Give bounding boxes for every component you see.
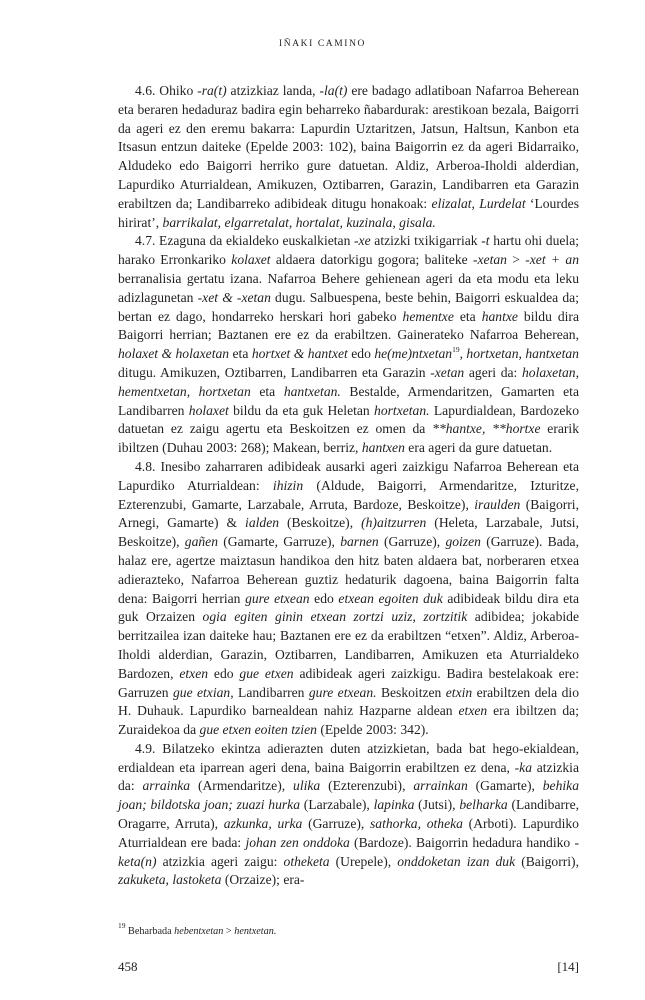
footnote-term-from: hebentxetan — [174, 926, 224, 937]
paragraph-4-6 — [118, 82, 579, 232]
text-run: (Garruze), — [302, 816, 371, 832]
text-run: 4.7. Ezaguna da ekialdeko euskalkietan — [135, 233, 355, 249]
italic-term: hortxetan, hantxetan — [466, 346, 579, 362]
italic-term: -ra(t) — [197, 83, 227, 98]
text-run: ‘Lourdes hirirat’, — [118, 195, 579, 230]
italic-term: -xe — [354, 233, 371, 249]
italic-term: -ka — [514, 759, 533, 775]
italic-term: arrainka — [142, 778, 191, 794]
italic-term: hantxen — [361, 440, 405, 456]
italic-term: -xet + an — [525, 252, 580, 268]
text-run: atzizkiaz landa, — [226, 83, 320, 98]
text-run: (Aldude, Baigorri, Armendaritze, Izturitze, Ezterenzubi, Gamarte, Larzabale, Arruta, Bardoze, Beskoitze), — [118, 477, 579, 512]
text-run: (Heleta, Larzabale, Jutsi, Beskoitze), — [118, 515, 579, 550]
text-run: ere badago adlatiboan Nafarroa Beherean eta beraren hedaduraz badira egin beharreko ñabardurak: arestikoan bezala, Baigorri da ageri ez den eremu bakarra: Lapurdin Uztaritzen, Jatsun, Haltsun, Kanbon eta Itsasun entzun daiteke (Epelde 2003: 102), baina Baigorrin ez da ageri Bidarraiko, Aldudeko edo Baigorri herriko gure datuetan. Aldiz, Arberoa-Iholdi alderdian, Lapurdiko Aturrialdean, Amikuzen, Oztibarren, Garazin, Landibarren eta Garazin erabiltzen da; Landibarreko adibideak ditugu honakoak: — [118, 83, 580, 211]
text-run: adibideak bildu dira eta guk Orzaizen — [118, 590, 579, 625]
text-run: (Garruze). Bada, halaz ere, agertze maiztasun handikoa den hitz baten aldaera bat, norberaren etxea adierazteko, Nafarroa Beherean guztiz hedaturik dagoena, baina Baigorrin falta dena: Baigorri herrian — [118, 534, 579, 606]
italic-term: holaxet — [188, 402, 229, 418]
italic-term: **hantxe, **hortxe — [432, 421, 541, 437]
italic-term: hantxe — [481, 308, 518, 324]
text-run: bildu dira Baigorri herrian; Baztanen ere ez da erabiltzen. Gainerateko Nafarroa Beherean, — [118, 308, 579, 343]
italic-term: goizen — [445, 534, 481, 550]
text-run: adibideak ageri zaizkigu. Badira bestelakoak ere: Garruzen — [118, 665, 579, 700]
italic-term: holaxetan, hementxetan, hortxetan — [118, 364, 579, 399]
text-run: aldaera datorkigu gogora; baliteke — [270, 252, 473, 268]
text-run: (Epelde 2003: 342). — [316, 722, 429, 738]
footnote-marker: 19 — [118, 921, 126, 930]
footnote-arrow: > — [223, 926, 235, 937]
italic-term: barnen — [340, 534, 379, 550]
italic-term: hementxe — [402, 308, 454, 324]
text-run: atzizki txikigarriak — [370, 233, 482, 249]
italic-term: iraulden — [474, 496, 521, 512]
text-run: ageri da: — [464, 364, 522, 380]
italic-term: etxean egoiten duk — [338, 590, 443, 606]
text-run: eta — [250, 383, 284, 399]
text-run: Lapurdialdean, Bardozeko datuetan ez zaigu agertu eta Beskoitzen ez omen da — [118, 402, 579, 437]
text-run: era ibiltzen da; Zuraidekoa da — [118, 703, 579, 738]
text-run: , — [459, 346, 467, 362]
italic-term: -la(t) — [319, 83, 348, 98]
italic-term: hantxetan. — [283, 383, 341, 399]
text-run: (Baigorri, Arnegi, Gamarte) & — [118, 496, 579, 531]
text-run: erabiltzen dela dio H. Duhauk. Lapurdiko barnealdean nahiz Hazparne aldean — [118, 684, 579, 719]
italic-term: azkunka, urka — [223, 816, 303, 832]
italic-term: etxen — [458, 703, 488, 719]
italic-term: he(me)ntxetan — [374, 346, 453, 362]
italic-term: gue etxen eoiten tzien — [199, 722, 317, 738]
italic-term: gure etxean. — [308, 684, 377, 700]
italic-term: otheketa — [283, 853, 330, 869]
italic-term: ulika — [293, 778, 321, 794]
page-number: 458 — [118, 959, 138, 974]
italic-term: johan zen onddoka — [245, 834, 350, 850]
text-run: Landibarren — [233, 684, 309, 700]
text-run: 4.9. Bilatzeko ekintza adierazten duten atzizkietan, bada bat hego-ekialdean, erdialdean eta iparrean ageri dena, baina Baigorrin erabiltzen ez dena, — [118, 740, 579, 775]
italic-term: (h)aitzurren — [361, 515, 427, 531]
text-run: Beskoitzen — [376, 684, 446, 700]
text-run: (Jutsi), — [414, 797, 460, 813]
text-run: dugu. Salbuespena, beste behin, Baigorri eskualdea da; bertan ez dago, hondarreko herskari hori gabeko — [118, 289, 579, 324]
italic-term: gañen — [184, 534, 219, 550]
text-run: eta — [453, 308, 482, 324]
italic-term: ihizin — [272, 477, 304, 493]
text-run: (Orzaize); era- — [221, 872, 305, 888]
text-run: (Ezterenzubi), — [320, 778, 414, 794]
italic-term: gure etxean — [245, 590, 310, 606]
running-header: IÑAKI CAMINO — [278, 39, 366, 49]
footnote-19 — [118, 921, 579, 938]
italic-term: hortxetan. — [374, 402, 430, 418]
text-run: (Urepele), — [329, 853, 398, 869]
text-run: atzizkia ageri zaigu: — [156, 853, 284, 869]
footnotes — [118, 921, 579, 938]
italic-term: -xetan — [472, 252, 507, 268]
section-number: [14] — [557, 959, 579, 974]
footnote-text: Beharbada — [125, 926, 175, 937]
text-run: edo — [208, 665, 240, 681]
italic-term: onddoketan izan duk — [397, 853, 516, 869]
italic-term: -xet & -xetan — [197, 289, 271, 305]
italic-term: ogia egiten ginin etxean zortzi uziz, zortzitik — [202, 609, 468, 625]
italic-term: hortxet & hantxet — [251, 346, 348, 362]
italic-term: ialden — [245, 515, 280, 531]
italic-term: barrikalat, elgarretalat, hortalat, kuzinala, gisala. — [162, 214, 436, 230]
italic-term: etxen — [179, 665, 209, 681]
paragraph-4-7 — [118, 232, 579, 458]
text-run: (Armendaritze), — [190, 778, 294, 794]
text-run: edo — [347, 346, 375, 362]
text-run: > — [506, 252, 526, 268]
text-run: hartu ohi duela; harako Erronkariko — [118, 233, 579, 268]
text-run: (Beskoitze), — [279, 515, 362, 531]
italic-term: belharka — [459, 797, 508, 813]
text-run: Bestalde, Armendaritzen, Gamarten eta Landibarren — [118, 383, 579, 418]
text-run: adibidea; jokabide berritzailea izan daiteke hau; Baztanen ere ez da erabiltzen “etxen”. Aldiz, Arberoa-Iholdi alderdian, Garazin, Oztibarren, Landibarren, Amikuzen eta Aturrialdeko Bardozen, — [118, 609, 579, 681]
text-run: (Larzabale), — [300, 797, 374, 813]
text-run: (Bardoze). Baigorrin hedadura handiko — [349, 834, 575, 850]
italic-term: zakuketa, lastoketa — [118, 872, 222, 888]
footnote-term-to: hentxetan. — [234, 926, 277, 937]
text-run: (Arboti). Lapurdiko Aturrialdean ere bada: — [118, 816, 579, 850]
text-run: eta — [229, 346, 252, 362]
text-run: bildu da eta guk Heletan — [228, 402, 375, 418]
text-run: (Garruze), — [378, 534, 446, 550]
paragraph-4-8 — [118, 458, 579, 740]
text-run: (Baigorri), — [515, 853, 579, 869]
italic-term: sathorka, otheka — [370, 816, 463, 832]
italic-term: gue etxian, — [172, 684, 234, 700]
italic-term: behika joan; bildotska joan; zuazi hurka — [118, 778, 579, 813]
italic-term: kolaxet — [231, 252, 271, 268]
italic-term: -t — [481, 233, 490, 249]
text-run: (Gamarte), — [467, 778, 543, 794]
text-run: berranalisia gertatu izana. Nafarroa Behere gehienean ageri da eta modu eta leku adizlagunetan — [118, 270, 579, 305]
text-run: (Landibarre, Oragarre, Arruta), — [118, 797, 580, 832]
footnote-reference: 19 — [452, 345, 460, 355]
text-run: atzizkia da: — [118, 759, 579, 794]
italic-term: lapinka — [373, 797, 415, 813]
italic-term: -xetan — [430, 364, 465, 380]
italic-term: holaxet & holaxetan — [118, 346, 230, 362]
text-run: erarik ibiltzen (Duhau 2003: 268); Makean, berriz, — [118, 421, 580, 456]
italic-term: elizalat, Lurdelat — [431, 195, 526, 211]
text-run: 4.6. Ohiko — [135, 83, 198, 98]
main-text — [118, 82, 579, 890]
italic-term: arrainkan — [413, 778, 468, 794]
italic-term: etxin — [445, 684, 473, 700]
text-run: era ageri da gure datuetan. — [404, 440, 553, 456]
text-run: (Gamarte, Garruze), — [218, 534, 341, 550]
text-run: edo — [309, 590, 339, 606]
paragraph-4-9 — [118, 740, 579, 890]
italic-term: -keta(n) — [118, 834, 579, 869]
text-run: ditugu. Amikuzen, Oztibarren, Landibarren eta Garazin — [118, 364, 431, 380]
text-run: 4.8. Inesibo zaharraren adibideak ausarki ageri zaizkigu Nafarroa Beherean eta Lapurdiko Aturrialdean: — [118, 458, 579, 493]
italic-term: gue etxen — [239, 665, 294, 681]
